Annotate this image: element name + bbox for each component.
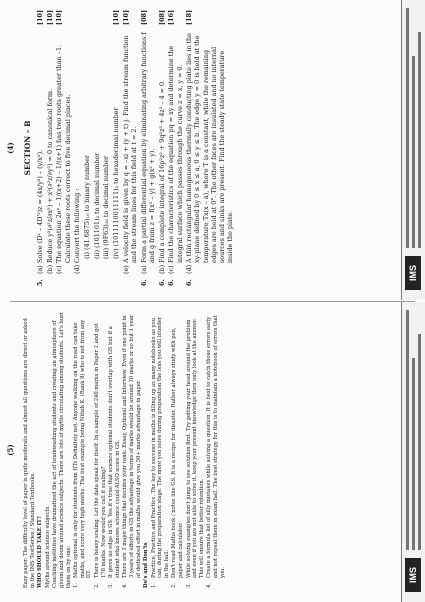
question-row xyxy=(140,10,156,286)
question-marks: [16] xyxy=(167,10,176,25)
intro-heading: WHO SHOULD TAKE IT? xyxy=(37,516,44,588)
question-marks xyxy=(83,10,91,32)
question-part xyxy=(93,263,101,274)
question-number: 6. xyxy=(185,279,194,286)
list-text: Create a formula list of silly mistakes while solving a question. It is best to catch those errors early and not repeat them in exam hall. The best strategy for this is to maintain a notebook of errors that you. xyxy=(206,315,226,578)
list-item xyxy=(73,312,93,588)
ims-logo: IMS xyxy=(405,558,421,592)
intro-paragraph: Easy paper. The difficulty level of paper is quite moderate and almost all questions are direct or asked in the IMS TestSeries / Standard Textbooks. xyxy=(23,318,36,588)
list-text: There are 3 major things that decides your rank: Essay, Optional and Interview. Even if one point in 3 years of efforts in GS the advantage in terms of marks would be around 30 marks or so but 1 year of dedicated effort in maths would give you 50+ marks advantage in paper. xyxy=(122,314,142,578)
question-text: The equation 2eˣ – 1/(x+2) – 1/(x+1) has two roots greater than –1. Calculate these roots correct to five decimal places. xyxy=(55,44,72,263)
question-row xyxy=(122,10,138,286)
question-number xyxy=(112,274,120,286)
question-marks: [10] xyxy=(112,10,121,25)
question-part xyxy=(102,263,110,274)
list-item xyxy=(206,312,226,588)
question-part: (a) xyxy=(139,265,148,274)
list-number: 4. xyxy=(122,583,129,588)
question-row xyxy=(102,10,110,286)
question-marks: [08] xyxy=(157,10,166,25)
dos-heading: Do's and Don'ts xyxy=(143,542,150,588)
institute-footer xyxy=(401,302,425,602)
question-marks xyxy=(102,10,110,32)
intro-line: Myths around science subjects. xyxy=(44,505,51,588)
question-part xyxy=(112,263,120,274)
list-number: 3. xyxy=(185,583,192,588)
list-text: Practice, Practice and Practice. The key to success in maths is filling up as many notebooks as you can, during the preparation stage. The more you solve during preparation the less you will blunder in the hall. xyxy=(150,316,170,578)
question-number: 5. xyxy=(36,279,44,286)
question-part: (c) xyxy=(167,265,176,274)
question-marks xyxy=(93,10,101,32)
list-number: 3. xyxy=(108,583,115,588)
question-list xyxy=(36,10,234,286)
question-part: (d) xyxy=(185,264,194,274)
question-row xyxy=(185,10,234,286)
question-text: Solve (D² – 4D'²)z = (4x/y²) – (y/x²). xyxy=(36,149,44,263)
question-part xyxy=(83,263,91,274)
address-line xyxy=(406,8,409,248)
question-row xyxy=(158,10,166,286)
page-five xyxy=(0,302,425,602)
list-number: 1. xyxy=(150,583,157,588)
question-row xyxy=(93,10,101,286)
question-text: Reduce y²(∂²z/∂x²) + x²(∂²z/∂y²) = 0 to canonical form. xyxy=(45,89,54,263)
question-row xyxy=(112,10,120,286)
question-text: (i) (41.6875)₁₀ to binary number xyxy=(83,154,92,259)
address-line xyxy=(412,56,415,248)
list-item xyxy=(108,312,121,588)
page-four xyxy=(0,0,425,300)
address-line xyxy=(418,334,421,550)
page-divider xyxy=(10,301,415,302)
question-part: (e) xyxy=(121,265,130,274)
page-number-left: (5) xyxy=(6,444,15,456)
question-part: (b) xyxy=(157,264,166,274)
question-number xyxy=(46,274,54,286)
question-row xyxy=(167,10,183,286)
question-part: (c) xyxy=(55,265,64,274)
question-number xyxy=(93,274,101,286)
question-number: 6. xyxy=(157,279,166,286)
question-marks: [08] xyxy=(139,10,148,25)
list-item xyxy=(186,312,206,588)
ims-logo: IMS xyxy=(405,256,421,290)
address-line xyxy=(406,310,409,550)
question-part: (a) xyxy=(36,265,44,274)
page-number-right: (4) xyxy=(6,142,15,154)
list-number: 2. xyxy=(171,583,178,588)
question-text: Convert the following : xyxy=(73,188,82,263)
list-text: There is heavy scaling. Let the data speak for itself. In a sample of 240 marks in Paper 2 and got 178 marks. Now would you call it scaling? xyxy=(93,323,107,578)
question-marks: [10] xyxy=(55,10,64,25)
question-marks: [10] xyxy=(121,10,130,25)
list-item xyxy=(122,312,142,588)
question-text: A velocity field is given by q = –xi + (y + t) j. Find the stream function and the stream lines for this field at t = 2. xyxy=(121,35,139,263)
list-text: Maths optional is only for students from IITs Definitely not. Anyone walking on the road can take maths, and score very high marks. The best example being Nitish K. (Rank 8) who is not from any IIT. xyxy=(73,319,93,578)
question-row xyxy=(73,10,81,286)
question-text: (iv) (1011110011111)₂ to hexadecimal number xyxy=(112,107,121,259)
question-number xyxy=(73,274,81,286)
question-text: Form a partial differential equation by eliminating arbitrary functions f and g from z = f(x² – y) + g(x² + y). xyxy=(139,32,156,263)
question-text: (ii) (101101)₂ to decimal number xyxy=(92,152,101,259)
intro-paragraph: Coaching institutes have dramatized the act of brainwashing students and creating an atmosphere of gloom and doom around science subjects. There are lots of myths circulating among students. Let's bust them on by one: xyxy=(52,312,72,588)
address-line xyxy=(418,32,421,248)
footer-address xyxy=(406,310,424,550)
section-title: SECTION – B xyxy=(23,120,32,176)
question-marks xyxy=(73,10,81,32)
question-row xyxy=(83,10,91,286)
list-number: 4. xyxy=(206,583,213,588)
question-row xyxy=(55,10,71,286)
list-number: 1. xyxy=(73,583,80,588)
list-text: It gives no edge in GS. Yes it's true that science optional students don't overlap with GS but if a student who knows science could ALSO score in GS. xyxy=(108,326,121,578)
footer-address xyxy=(406,8,424,248)
list-item xyxy=(171,312,184,588)
question-row xyxy=(46,10,54,286)
question-marks: [10] xyxy=(45,10,54,25)
question-number: 6. xyxy=(139,279,148,286)
question-number xyxy=(122,274,138,286)
address-line xyxy=(412,358,415,550)
question-part: (d) xyxy=(73,264,82,274)
question-marks: [18] xyxy=(185,10,194,25)
question-text: Find the characteristics of the equation pq = xy and determine the integral surface which passes through the curve z = x, y = 0. xyxy=(167,45,184,263)
question-text: Find a complete integral of 16p²z² + 9q²z² + 4z² – 4 = 0. xyxy=(157,79,166,263)
question-number: 6. xyxy=(167,279,176,286)
question-row xyxy=(36,10,44,286)
question-number xyxy=(102,274,110,286)
question-text: (iii) (9F63)₁₆ to decimal number xyxy=(102,155,111,259)
list-item xyxy=(94,312,107,588)
question-marks: [10] xyxy=(36,10,44,25)
question-number xyxy=(83,274,91,286)
question-number xyxy=(55,274,71,286)
list-number: 2. xyxy=(93,583,100,588)
institute-footer xyxy=(401,0,425,300)
question-text: A thin rectangular homogeneous thermally conducting plate lies in the xy-plane defined by 0 ≤ x ≤ a, 0 ≤ y ≤ b. The edge y = 0 is held at the temperature Tx(x – a), where T is a constant, while the remaining edges are held at 0°. The other faces are insulated and no internal sources and sinks are present. Find the steady state temperature inside the plate. xyxy=(185,33,235,263)
list-item xyxy=(151,312,171,588)
question-part: (b) xyxy=(45,264,54,274)
list-text: Don't read Maths book / notes like GS. It is a recipe for disaster. Rather always study with pen, paper and calculator. xyxy=(171,327,185,578)
list-text: While solving examples don't jump to see solution first. Try getting your head around the problem and even if you are not able to solve it, keep your present knowledge then only look at the answer. This will ensure that better retention. xyxy=(185,318,205,578)
